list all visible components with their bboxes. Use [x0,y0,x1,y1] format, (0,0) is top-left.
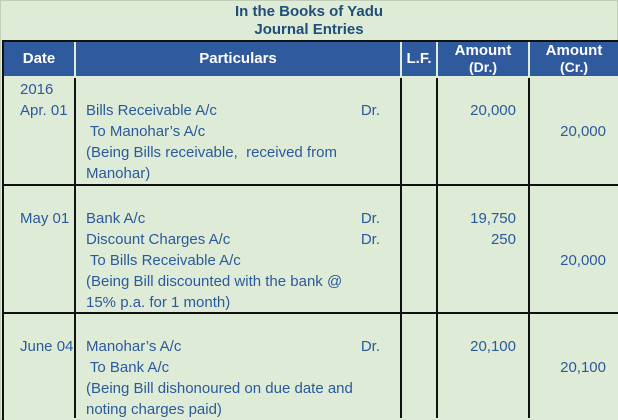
amount-dr-value [438,315,528,336]
date-text: May 01 [20,210,70,227]
particular-line [76,142,400,163]
title-block [0,0,618,40]
date-text: June 04 [20,338,74,355]
amount-cr-value: 20,100 [560,359,606,376]
date-text [4,399,74,418]
amount-dr-value [438,79,528,100]
amount-dr-value: 250 [490,231,516,248]
particular-text: Manohar) [86,165,151,182]
lf-cell [402,78,438,184]
header-amount-cr-line1: Amount [545,42,603,59]
header-amount-dr-line2: (Dr.) [469,59,497,75]
particular-text: 15% p.a. for 1 month) [86,294,231,311]
particular-line [76,121,400,142]
particular-line [76,187,400,208]
date-text [4,121,74,142]
date-cell [4,314,76,418]
amount-cr-value [530,378,618,399]
lf-cell [402,186,438,312]
particular-line [76,315,400,336]
date-text [4,292,74,312]
particular-text: To Manohar’s A/c [86,123,206,140]
date-text [4,357,74,378]
particular-text: (Being Bill discounted with the bank @ [86,273,343,290]
header-amount-dr [438,42,530,76]
amount-dr-cell [438,78,530,184]
particular-text: Bills Receivable A/c [86,102,217,119]
amount-cr-value [530,100,618,121]
amount-cr-value [530,208,618,229]
date-cell [4,78,76,184]
particular-line [76,79,400,100]
header-amount-dr-line1: Amount [454,42,512,59]
amount-cr-value [530,336,618,357]
particular-text: (Being Bills receivable, received from [86,144,337,161]
particular-line [76,378,400,399]
dr-marker: Dr. [360,231,380,248]
amount-cr-value [530,79,618,100]
amount-dr-value [438,142,528,163]
journal-entries [4,78,618,418]
amount-dr-value [438,187,528,208]
amount-dr-value [438,378,528,399]
amount-cr-value [530,142,618,163]
journal-entry [4,78,618,186]
date-text [4,142,74,163]
date-text [4,250,74,271]
particular-text: Discount Charges A/c [86,231,231,248]
amount-cr-value [530,315,618,336]
date-text [4,229,74,250]
particular-line [76,292,400,312]
dr-marker: Dr. [360,210,380,227]
journal-subtitle: Journal Entries [254,21,364,38]
date-text [4,271,74,292]
date-text: 2016 [20,81,54,98]
particular-text: To Bills Receivable A/c [86,252,241,269]
date-text [4,315,74,336]
amount-cr-value [530,292,618,312]
journal-entry [4,186,618,314]
journal-table [2,40,618,420]
amount-cr-value [530,163,618,184]
amount-dr-value [438,399,528,418]
journal-entry [4,314,618,418]
amount-dr-value [438,121,528,142]
particular-line [76,357,400,378]
particular-text: Manohar’s A/c [86,338,182,355]
amount-cr-value [530,271,618,292]
amount-cr-cell [530,186,618,312]
lf-cell [402,314,438,418]
particular-line [76,163,400,184]
particular-line [76,271,400,292]
particular-line [76,250,400,271]
header-particulars: Particulars [76,42,402,76]
amount-dr-value: 20,000 [470,102,516,119]
amount-dr-cell [438,186,530,312]
header-date: Date [4,42,76,76]
amount-dr-value [438,271,528,292]
amount-cr-value [530,229,618,250]
amount-cr-cell [530,314,618,418]
amount-dr-value [438,250,528,271]
amount-cr-value [530,187,618,208]
date-text [4,163,74,184]
date-text: Apr. 01 [20,102,68,119]
dr-marker: Dr. [360,102,380,119]
header-amount-cr-line2: (Cr.) [560,59,588,75]
date-cell [4,186,76,312]
amount-dr-cell [438,314,530,418]
particular-text: noting charges paid) [86,401,222,418]
particulars-cell [76,314,402,418]
dr-marker: Dr. [360,338,380,355]
particulars-cell [76,78,402,184]
particulars-cell [76,186,402,312]
amount-dr-value [438,357,528,378]
amount-cr-cell [530,78,618,184]
date-text [4,187,74,208]
table-header-row [4,42,618,78]
particular-line [76,100,400,121]
particular-text: Bank A/c [86,210,146,227]
amount-dr-value: 19,750 [470,210,516,227]
header-amount-cr [530,42,618,76]
date-text [4,378,74,399]
particular-text: To Bank A/c [86,359,170,376]
particular-line [76,336,400,357]
particular-line [76,208,400,229]
amount-dr-value [438,163,528,184]
particular-text: (Being Bill dishonoured on due date and [86,380,353,397]
particular-line [76,229,400,250]
amount-cr-value [530,399,618,418]
book-title: In the Books of Yadu [234,3,384,20]
particular-line [76,399,400,418]
header-lf: L.F. [402,42,438,76]
amount-dr-value [438,292,528,312]
amount-cr-value: 20,000 [560,123,606,140]
amount-dr-value: 20,100 [470,338,516,355]
amount-cr-value: 20,000 [560,252,606,269]
